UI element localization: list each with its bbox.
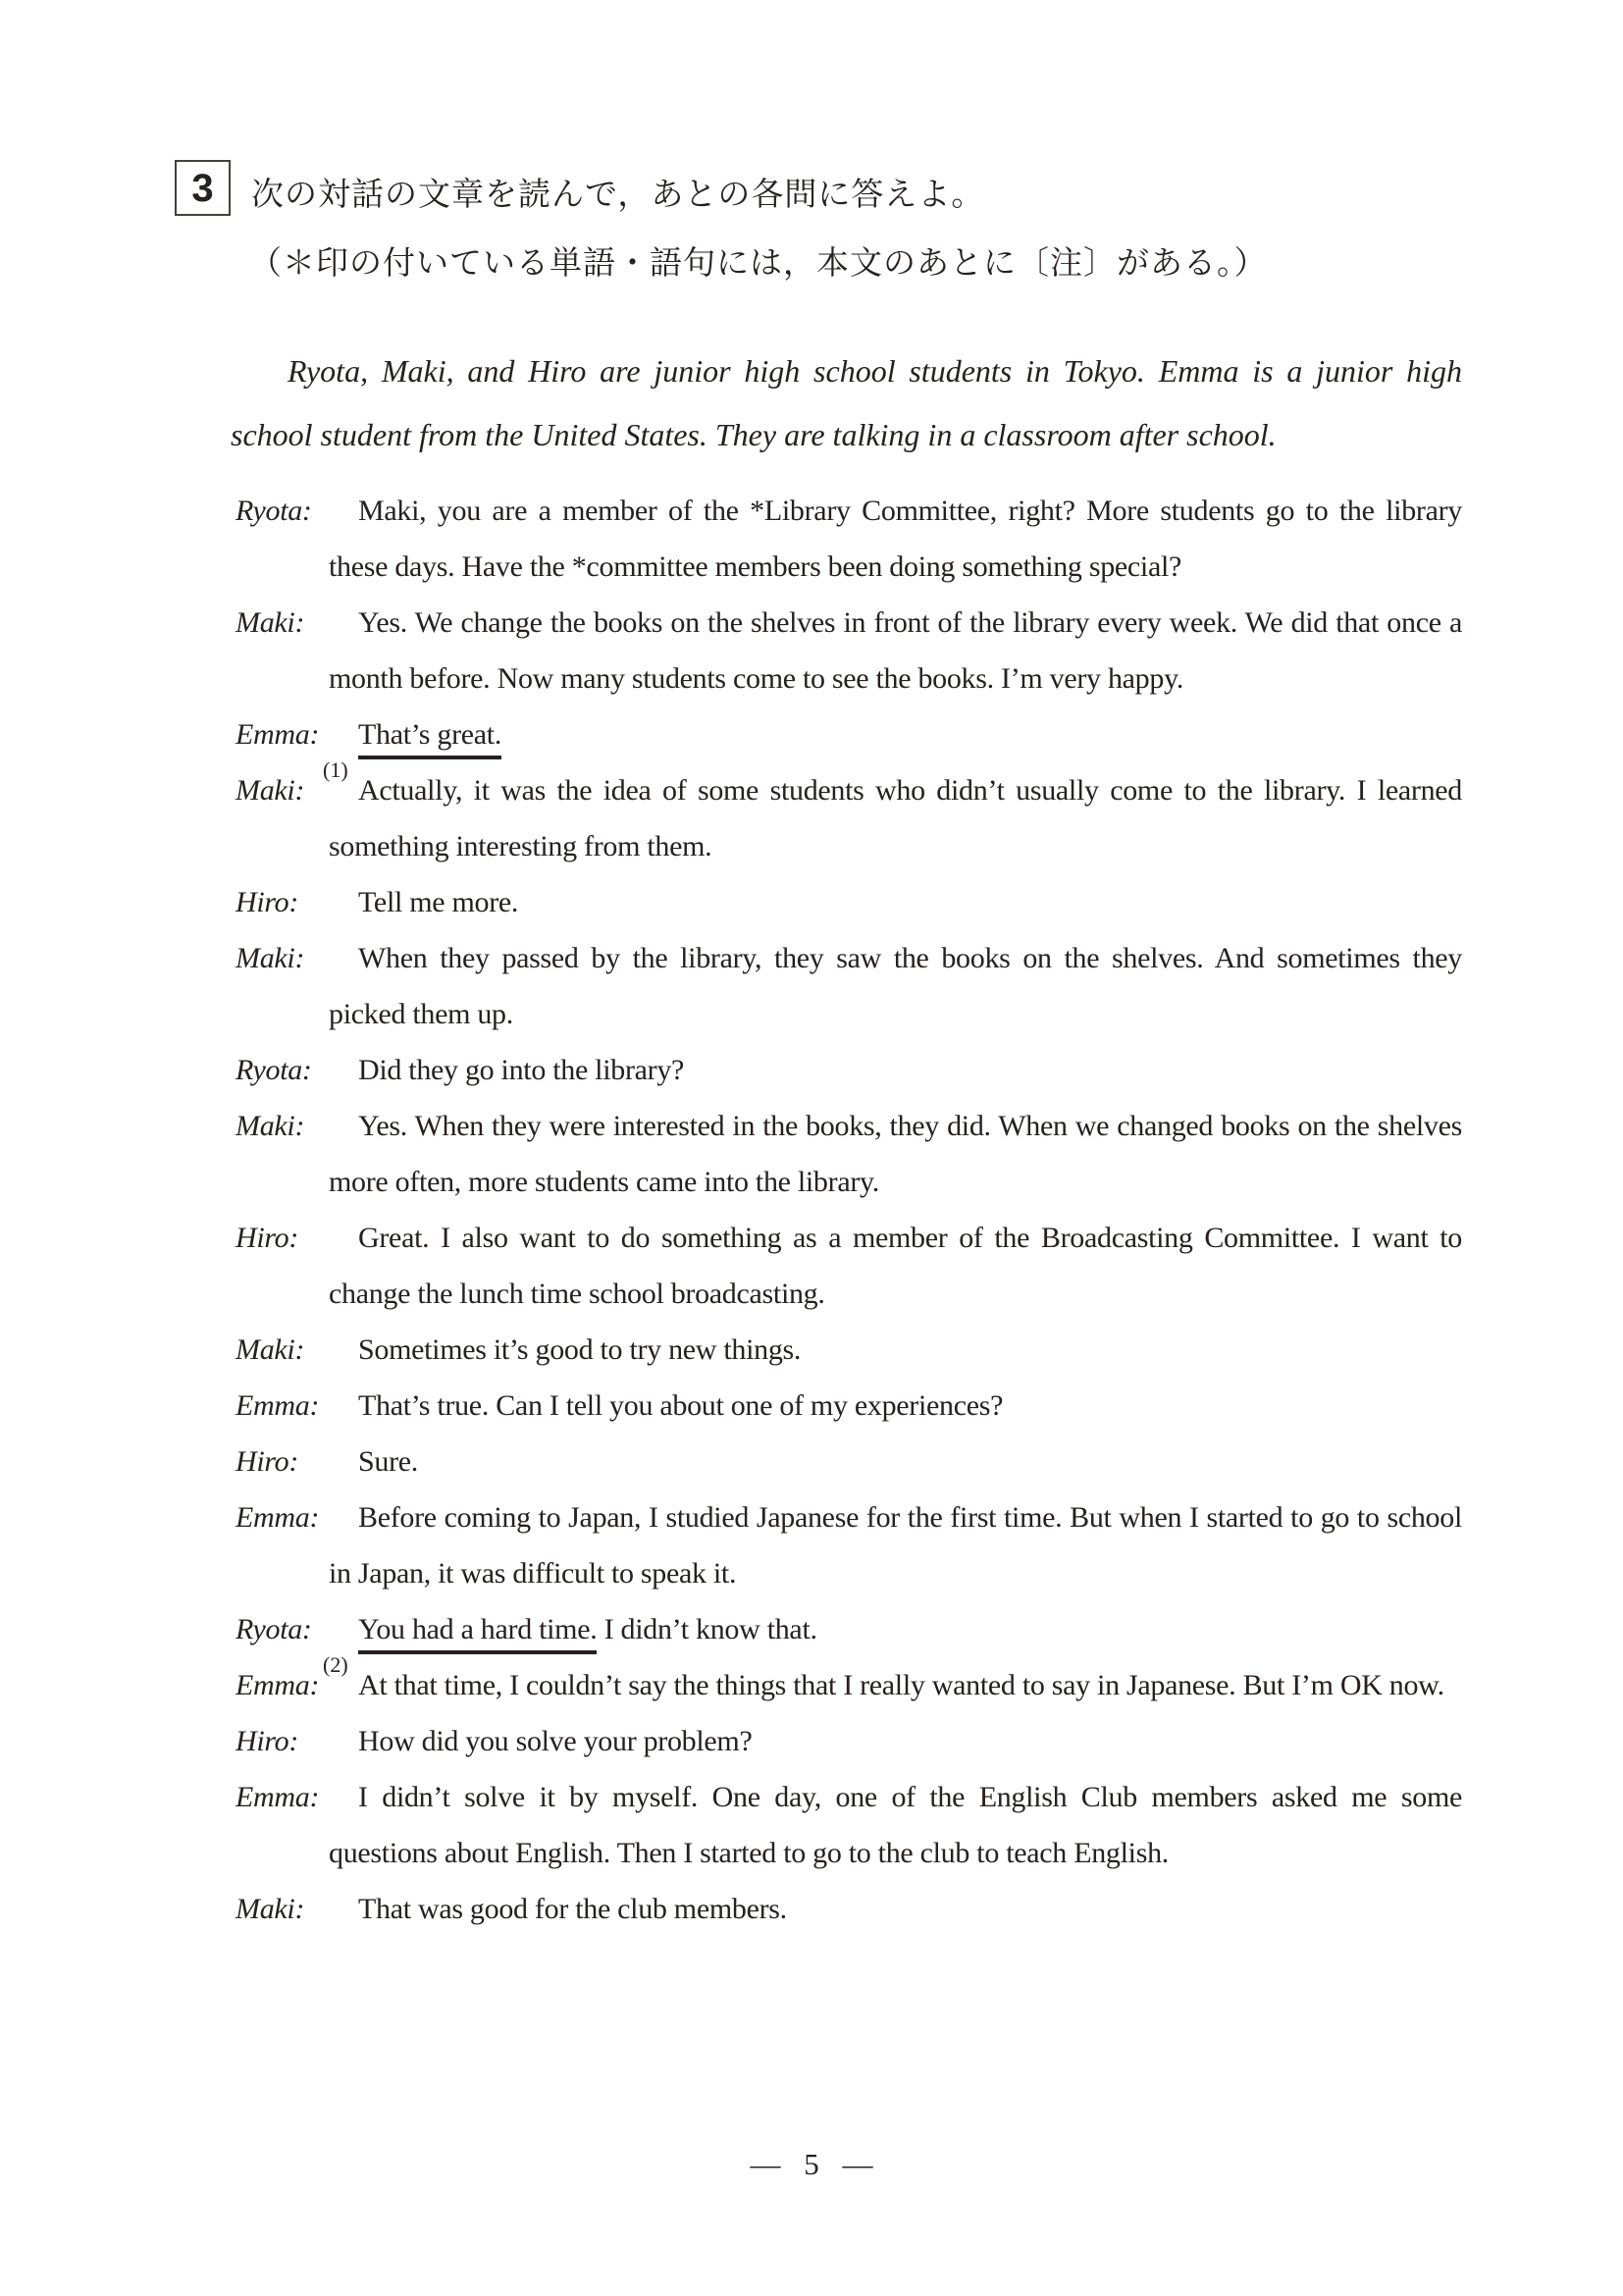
speaker-label: Maki:	[236, 1333, 305, 1366]
dialogue-text: I didn’t know that.	[603, 1613, 817, 1645]
dialogue-text: Before coming to Japan, I studied Japanese for the first time. But when I started to go to school in Japan, it was difficult to speak it.	[329, 1501, 1462, 1590]
page-number: — 5 —	[750, 2147, 873, 2181]
speaker-label: Emma:	[236, 1389, 320, 1422]
dialogue-text: Did they go into the library?	[358, 1054, 685, 1086]
dialogue-turn	[236, 1098, 1462, 1210]
dialogue-text: Sure.	[358, 1445, 418, 1478]
underlined-phrase-wrap	[323, 718, 502, 782]
dialogue-text: How did you solve your problem?	[358, 1725, 753, 1757]
speaker-label: Maki:	[236, 1893, 305, 1925]
dialogue-turn	[236, 930, 1462, 1042]
question-note: （＊印の付いている単語・語句には，本文のあとに〔注〕がある。）	[249, 246, 1268, 282]
question-instruction: 次の対話の文章を読んで，あとの各問に答えよ。	[251, 178, 985, 213]
dialogue-section	[236, 483, 1462, 1937]
dialogue-turn	[236, 1434, 1462, 1489]
dialogue-turn	[236, 1713, 1462, 1769]
dialogue-text: At that time, I couldn’t say the things that I really wanted to say in Japanese. But I’m OK now.	[358, 1669, 1444, 1701]
speaker-label: Hiro:	[236, 1445, 299, 1478]
speaker-label: Emma:	[236, 1501, 320, 1534]
dialogue-turn	[236, 595, 1462, 706]
speaker-label: Hiro:	[236, 1222, 299, 1254]
speaker-label: Hiro:	[236, 1725, 299, 1757]
dialogue-turn	[236, 1210, 1462, 1322]
dialogue-turn	[236, 1881, 1462, 1937]
dialogue-text: Actually, it was the idea of some students who didn’t usually come to the library. I learned something interesting from them.	[329, 774, 1462, 862]
speaker-label: Emma:	[236, 1669, 320, 1701]
dialogue-text: That was good for the club members.	[358, 1893, 787, 1925]
dialogue-turn	[236, 874, 1462, 930]
intro-paragraph: Ryota, Maki, and Hiro are junior high school students in Tokyo. Emma is a junior high school student from the United States. They are talking in a classroom after school.	[231, 353, 1462, 452]
dialogue-turn	[236, 1378, 1462, 1434]
speaker-label: Emma:	[236, 718, 320, 751]
speaker-label: Maki:	[236, 1110, 305, 1142]
dialogue-turn	[236, 1042, 1462, 1098]
dialogue-text: Tell me more.	[358, 886, 519, 918]
speaker-label: Ryota:	[236, 1613, 312, 1645]
dialogue-turn	[236, 483, 1462, 595]
dialogue-text: I didn’t solve it by myself. One day, one of the English Club members asked me some questions about English. Then I started to go to the club to teach English.	[329, 1781, 1462, 1869]
dialogue-text: Yes. We change the books on the shelves in front of the library every week. We did that once a month before. Now many students come to see the books. I’m very happy.	[329, 606, 1462, 695]
dialogue-turn	[236, 1322, 1462, 1378]
dialogue-text: Sometimes it’s good to try new things.	[358, 1333, 802, 1366]
dialogue-turn	[236, 762, 1462, 874]
dialogue-turn	[236, 706, 1462, 782]
speaker-label: Ryota:	[236, 1054, 312, 1086]
dialogue-turn	[236, 1489, 1462, 1601]
dialogue-turn	[236, 1769, 1462, 1881]
underlined-phrase-1: That’s great.	[358, 718, 501, 759]
underlined-phrase-wrap	[323, 1613, 598, 1677]
speaker-label: Ryota:	[236, 495, 312, 527]
underline-marker-1: (1)	[323, 757, 348, 782]
dialogue-text: Yes. When they were interested in the books, they did. When we changed books on the shelves more often, more students came into the library.	[329, 1110, 1462, 1198]
underlined-phrase-2: You had a hard time.	[358, 1613, 597, 1654]
speaker-label: Maki:	[236, 942, 305, 974]
speaker-label: Maki:	[236, 774, 305, 807]
dialogue-text: When they passed by the library, they saw the books on the shelves. And sometimes they picked them up.	[329, 942, 1462, 1030]
dialogue-text: Maki, you are a member of the *Library Committee, right? More students go to the library these days. Have the *committee members been doing something special?	[329, 495, 1462, 583]
dialogue-text: Great. I also want to do something as a member of the Broadcasting Committee. I want to change the lunch time school broadcasting.	[329, 1222, 1462, 1310]
question-number-box: 3	[175, 160, 231, 216]
dialogue-text: That’s true. Can I tell you about one of my experiences?	[358, 1389, 1004, 1422]
dialogue-turn	[236, 1657, 1462, 1713]
dialogue-turn	[236, 1601, 1462, 1677]
underline-marker-2: (2)	[323, 1652, 348, 1677]
speaker-label: Maki:	[236, 606, 305, 639]
speaker-label: Hiro:	[236, 886, 299, 918]
speaker-label: Emma:	[236, 1781, 320, 1813]
